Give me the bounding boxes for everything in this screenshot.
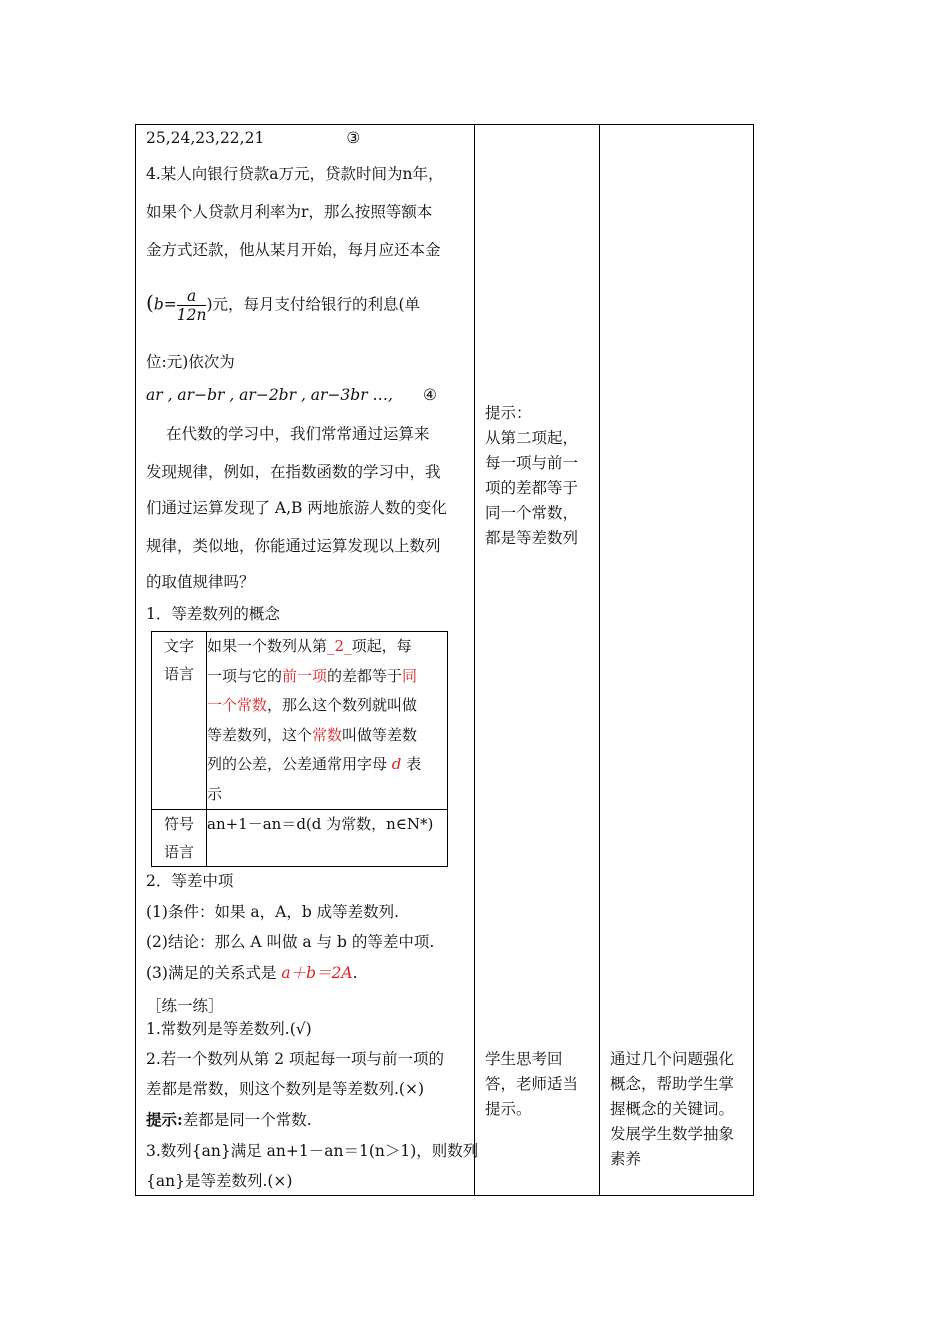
content-column (136, 125, 479, 1196)
paragraph-line-4: 规律，类似地，你能通过运算发现以上数列 (146, 537, 441, 555)
paragraph-line-3: 们通过运算发现了 A,B 两地旅游人数的变化 (146, 499, 447, 517)
problem-4-line-1: 4.某人向银行贷款a万元，贷款时间为n年， (146, 165, 444, 183)
question-2-line-1: 2.若一个数列从第 2 项起每一项与前一项的 (146, 1050, 445, 1068)
relation: (3)满足的关系式是 a＋b＝2A. (146, 964, 358, 982)
paragraph-line-5: 的取值规律吗？ (146, 573, 255, 591)
fraction-a-over-12n: $\frac{a}{12n}$ (176, 287, 207, 324)
design-intent-text: 通过几个问题强化 概念，帮助学生掌 握概念的关键词。 发展学生数学抽象 素养 (610, 1050, 735, 1168)
student-activity-text: 学生思考回 答，老师适当 提示。 (485, 1050, 579, 1118)
label-text-language: 文字 语言 (152, 632, 207, 810)
practice-heading: ［练一练］ (146, 997, 224, 1015)
section-2-title: 2．等差中项 (146, 872, 234, 890)
question-3-line-2: {an}是等差数列.(×) (146, 1172, 293, 1190)
problem-4-line-3: 金方式还款，他从某月开始，每月应还本金 (146, 241, 441, 259)
section-1-title: 1．等差数列的概念 (146, 605, 280, 623)
question-2-line-2: 差都是常数，则这个数列是等差数列.(×) (146, 1080, 425, 1098)
hint-block: 提示： 从第二项起， 每一项与前一 项的差都等于 同一个常数， 都是等差数列 (485, 404, 579, 547)
definition-text: 如果一个数列从第_2_项起，每 一项与它的前一项的差都等于同 一个常数，那么这个数列就叫做 等差数列，这个常数叫做等差数 列的公差，公差通常用字母 d 表 示 (207, 632, 448, 810)
definition-formula: an+1－an＝d(d 为常数，n∈N*) (207, 810, 448, 867)
problem-4-line-4: (b= $\frac{a}{12n}$ )元，每月支付给银行的利息(单 (146, 287, 421, 324)
question-3-line-1: 3.数列{an}满足 an+1－an＝1(n＞1)，则数列 (146, 1142, 479, 1160)
hint: 提示:差都是同一个常数. (146, 1110, 312, 1129)
design-intent-column (600, 125, 754, 1196)
problem-4-line-2: 如果个人贷款月利率为r，那么按照等额本 (146, 203, 433, 221)
student-activity-column (475, 125, 600, 1196)
question-1: 1.常数列是等差数列.(√) (146, 1020, 312, 1038)
concept-table (151, 631, 448, 867)
lesson-table (135, 124, 754, 1196)
paragraph-line-1: 在代数的学习中，我们常常通过运算来 (166, 425, 430, 443)
problem-4-line-5: 位:元)依次为 (146, 353, 235, 371)
paragraph-line-2: 发现规律，例如，在指数函数的学习中，我 (146, 463, 441, 481)
sequence-3: 25,24,23,22,21 ③ (146, 129, 361, 147)
condition: (1)条件：如果 a，A，b 成等差数列. (146, 903, 400, 921)
label-symbol-language: 符号 语言 (152, 810, 207, 867)
conclusion: (2)结论：那么 A 叫做 a 与 b 的等差中项. (146, 933, 435, 951)
sequence-4: ar , ar−br , ar−2br , ar−3br …, ④ (146, 386, 437, 404)
